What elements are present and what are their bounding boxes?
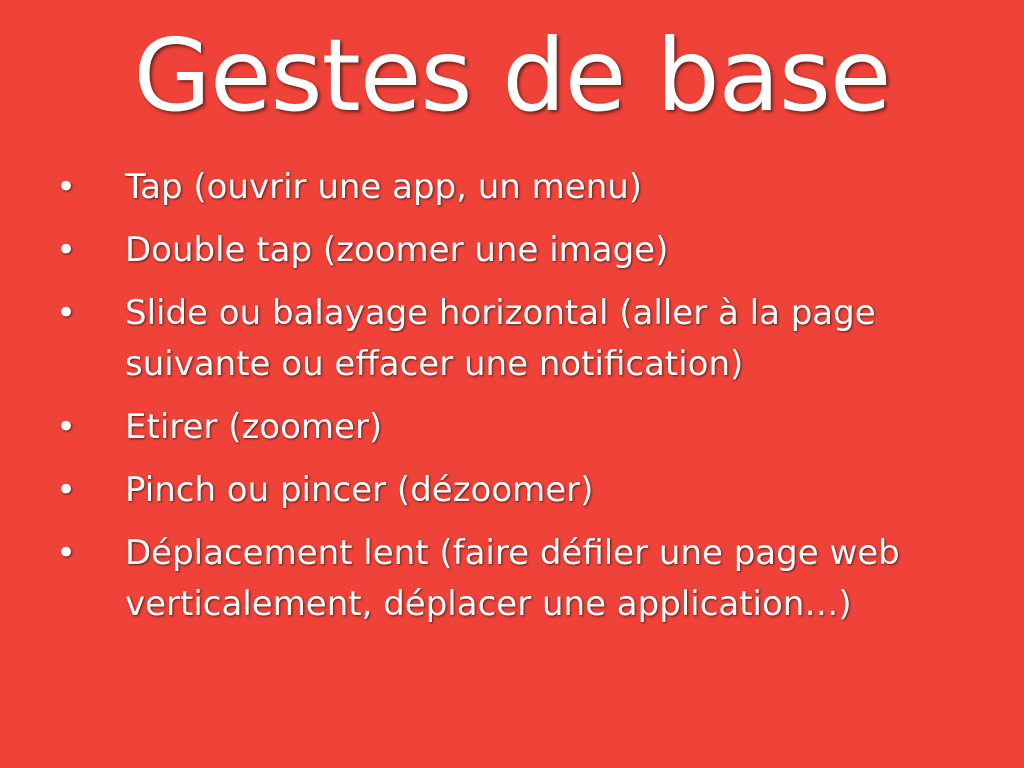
bullet-point-icon: • (56, 470, 77, 510)
slide-title: Gestes de base (133, 17, 891, 134)
bullet-text: Double tap (zoomer une image) (125, 230, 669, 270)
bullet-item (52, 402, 952, 453)
bullet-point-icon: • (56, 533, 77, 573)
bullet-point-icon: • (56, 230, 77, 270)
bullet-item (52, 162, 952, 213)
bullet-text: Slide ou balayage horizontal (aller à la page suivante ou effacer une notification) (125, 293, 876, 384)
bullet-point-icon: • (56, 293, 77, 333)
bullet-item (52, 225, 952, 276)
bullet-text: Tap (ouvrir une app, un menu) (125, 167, 643, 207)
bullet-list (52, 162, 952, 642)
bullet-item (52, 288, 952, 390)
bullet-text: Etirer (zoomer) (125, 407, 383, 447)
bullet-text: Pinch ou pincer (dézoomer) (125, 470, 594, 510)
bullet-item (52, 465, 952, 516)
bullet-item (52, 528, 952, 630)
bullet-text: Déplacement lent (faire défiler une page web verticalement, déplacer une application…) (125, 533, 900, 624)
bullet-point-icon: • (56, 167, 77, 207)
bullet-point-icon: • (56, 407, 77, 447)
